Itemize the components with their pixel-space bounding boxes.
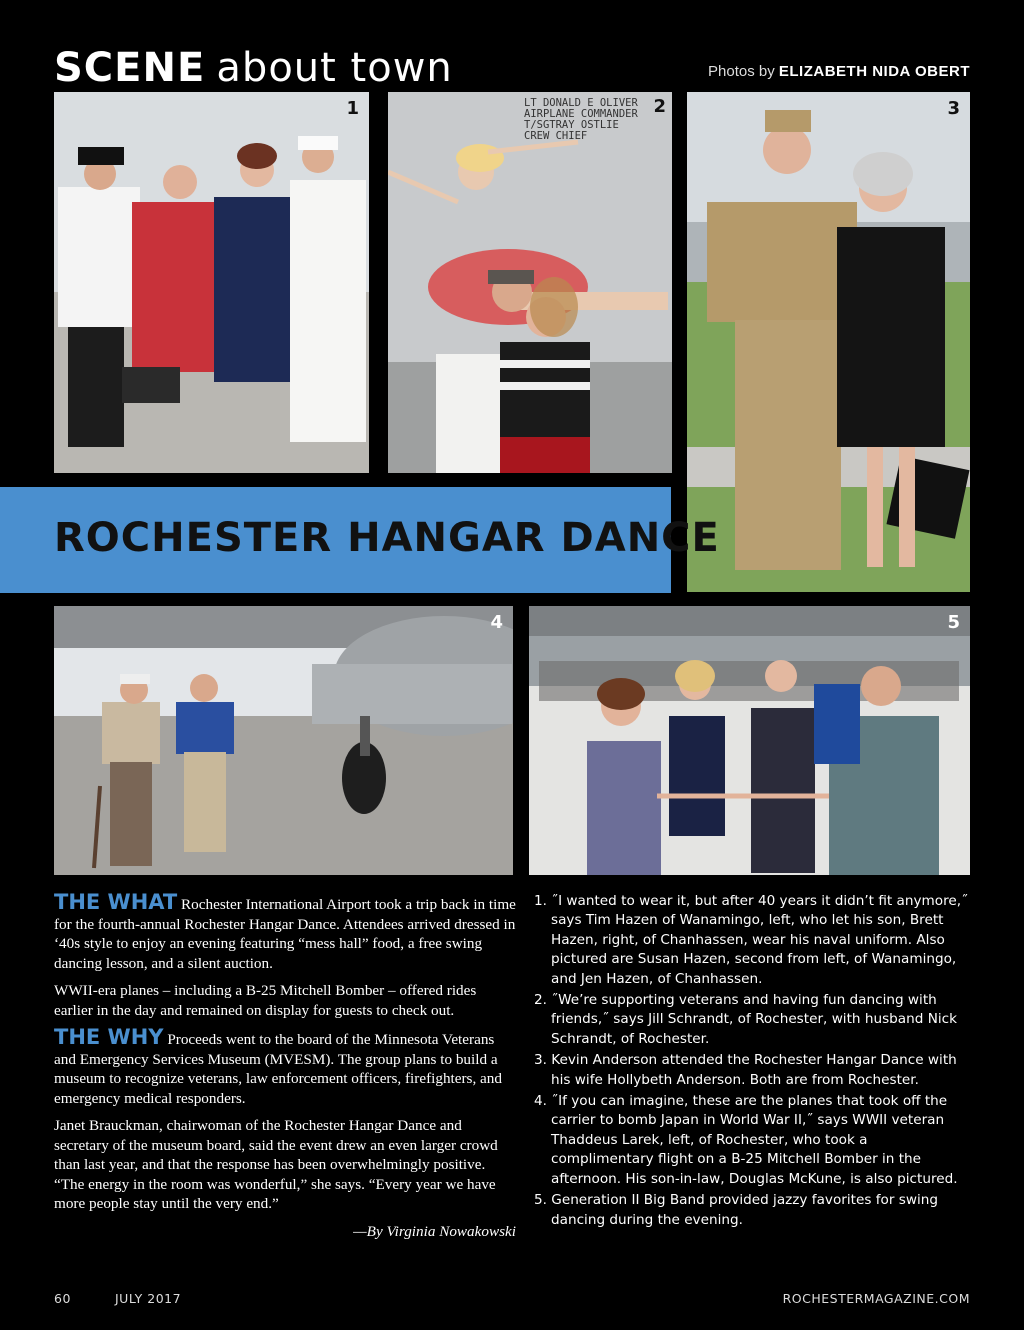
what-paragraph-2: WWII-era planes – including a B-25 Mitchell Bomber – offered rides earlier in the day and remained on display for guests to check out.	[54, 982, 477, 1019]
article-body	[54, 890, 516, 1241]
photo-1-number: 1	[346, 98, 359, 119]
caption-item: 3. Kevin Anderson attended the Rochester Hangar Dance with his wife Hollybeth Anderson. Both are from Rochester.	[534, 1052, 957, 1088]
article-title: ROCHESTER HANGAR DANCE	[54, 515, 720, 561]
why-paragraph-2: Janet Brauckman, chairwoman of the Rochester Hangar Dance and secretary of the museum board, said the event drew an even larger crowd than last year, and that the response has been overwhelmingly positive. “The energy in the room was wonderful,” she says. “Every year we have more people stay until the very end.”	[54, 1117, 498, 1212]
section-title	[54, 44, 453, 92]
photo-2-image	[388, 92, 672, 473]
photo-4-image	[54, 606, 513, 875]
nose-art-line: CREW CHIEF	[524, 130, 588, 142]
article-title-banner	[0, 487, 720, 593]
photo-5-image	[529, 606, 970, 875]
photo-2-number: 2	[653, 96, 666, 117]
photo-credit-name: ELIZABETH NIDA OBERT	[778, 63, 970, 80]
what-paragraph	[54, 890, 516, 973]
what-text: Rochester International Airport took a trip back in time for the fourth-annual Rochester Hangar Dance. Attendees arrived dressed in ‘40s style to enjoy an evening featuring “mess hall” food, a free swing dancing lesson, and a silent auction.	[54, 896, 516, 972]
nose-art-line: LT DONALD E OLIVER	[524, 97, 638, 109]
photo-4-number: 4	[490, 612, 503, 633]
section-title-bold: SCENE	[54, 45, 206, 91]
caption-item: 2. ˝We’re supporting veterans and having fun dancing with friends,˝ says Jill Schrandt, of Rochester, with husband Nick Schrandt, of Rochester.	[534, 992, 957, 1047]
caption-item: 1. ˝I wanted to wear it, but after 40 years it didn’t fit anymore,˝ says Tim Hazen of Wanamingo, left, who let his son, Brett Hazen, right, of Chanhassen, wear his naval uniform. Also pictured are Susan Hazen, second from left, of Wanamingo, and Jen Hazen, of Chanhassen.	[534, 893, 968, 987]
why-paragraph	[54, 1025, 516, 1108]
byline: —By Virginia Nowakowski	[353, 1222, 516, 1240]
photo-1	[54, 92, 369, 473]
page-number: 60	[54, 1291, 71, 1306]
nose-art-line: AIRPLANE COMMANDER	[524, 108, 638, 120]
why-text: Proceeds went to the board of the Minnesota Veterans and Emergency Services Museum (MVESM). The group plans to build a museum to recognize veterans, law enforcement officers, firefighters, and emergency medical responders.	[54, 1031, 502, 1107]
photo-5	[529, 606, 970, 875]
nose-art-text	[524, 98, 664, 142]
why-heading: THE WHY	[54, 1025, 164, 1049]
photo-credit	[708, 63, 970, 80]
what-heading: THE WHAT	[54, 890, 178, 914]
section-title-light: about town	[216, 45, 453, 91]
photo-1-image	[54, 92, 369, 473]
issue-date: JULY 2017	[115, 1291, 182, 1306]
photo-5-number: 5	[947, 612, 960, 633]
photo-captions	[534, 892, 974, 1232]
nose-art-line: T/SGTRAY OSTLIE	[524, 119, 619, 131]
photo-credit-prefix: Photos by	[708, 63, 775, 80]
photo-3-image	[687, 92, 970, 592]
photo-3-number: 3	[947, 98, 960, 119]
website-link[interactable]: ROCHESTERMAGAZINE.COM	[782, 1291, 970, 1306]
photo-3	[687, 92, 970, 592]
photo-2	[388, 92, 672, 473]
caption-item: 5. Generation II Big Band provided jazzy favorites for swing dancing during the evening.	[534, 1192, 938, 1228]
photo-4	[54, 606, 513, 875]
caption-item: 4. ˝If you can imagine, these are the planes that took off the carrier to bomb Japan in World War II,˝ says WWII veteran Thaddeus Larek, left, of Rochester, who took a complimentary flight on a B-25 Mitchell Bomber in the afternoon. His son-in-law, Douglas McKune, is also pictured.	[534, 1093, 958, 1187]
